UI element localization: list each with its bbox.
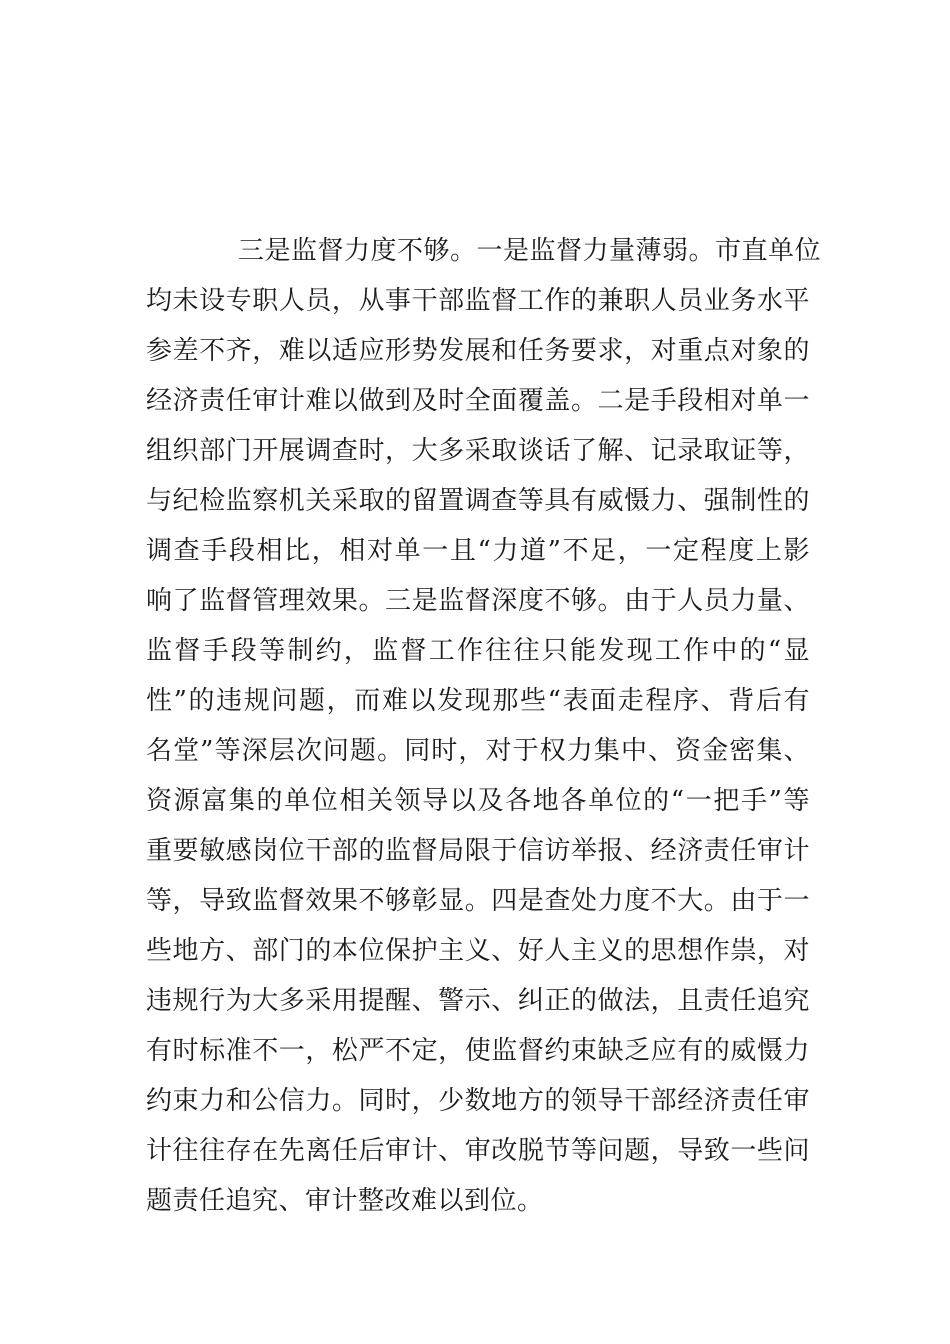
paragraph-line: 监督手段等制约，监督工作往往只能发现工作中的“显: [146, 636, 810, 666]
paragraph-line: 等，导致监督效果不够彰显。四是查处力度不大。由于一: [146, 886, 810, 916]
paragraph-line: 经济责任审计难以做到及时全面覆盖。二是手段相对单一: [146, 386, 810, 416]
paragraph-line: 均未设专职人员，从事干部监督工作的兼职人员业务水平: [146, 286, 810, 316]
paragraph-line: 组织部门开展调查时，大多采取谈话了解、记录取证等，: [146, 436, 810, 466]
paragraph-line: 调查手段相比，相对单一且“力道”不足，一定程度上影: [146, 536, 810, 566]
paragraph-line: 些地方、部门的本位保护主义、好人主义的思想作祟，对: [146, 936, 810, 966]
paragraph-line: 违规行为大多采用提醒、警示、纠正的做法，且责任追究: [146, 986, 810, 1016]
paragraph-line: 资源富集的单位相关领导以及各地各单位的“一把手”等: [146, 786, 810, 816]
paragraph-line: 性”的违规问题，而难以发现那些“表面走程序、背后有: [146, 686, 810, 716]
paragraph-line: 计往往存在先离任后审计、审改脱节等问题，导致一些问: [146, 1136, 810, 1166]
paragraph-line: 名堂”等深层次问题。同时，对于权力集中、资金密集、: [146, 736, 810, 766]
paragraph-line: 题责任追究、审计整改难以到位。: [146, 1186, 544, 1216]
paragraph-line: 响了监督管理效果。三是监督深度不够。由于人员力量、: [146, 586, 810, 616]
body-paragraph: [146, 226, 822, 1226]
paragraph-line: 与纪检监察机关采取的留置调查等具有威慑力、强制性的: [146, 486, 810, 516]
paragraph-line: 约束力和公信力。同时，少数地方的领导干部经济责任审: [146, 1086, 810, 1116]
paragraph-line: 有时标准不一，松严不定，使监督约束缺乏应有的威慑力: [146, 1036, 810, 1066]
paragraph-line: 重要敏感岗位干部的监督局限于信访举报、经济责任审计: [146, 836, 810, 866]
paragraph-line: 参差不齐，难以适应形势发展和任务要求，对重点对象的: [146, 336, 810, 366]
paragraph-line: 三是监督力度不够。一是监督力量薄弱。市直单位: [238, 236, 822, 266]
